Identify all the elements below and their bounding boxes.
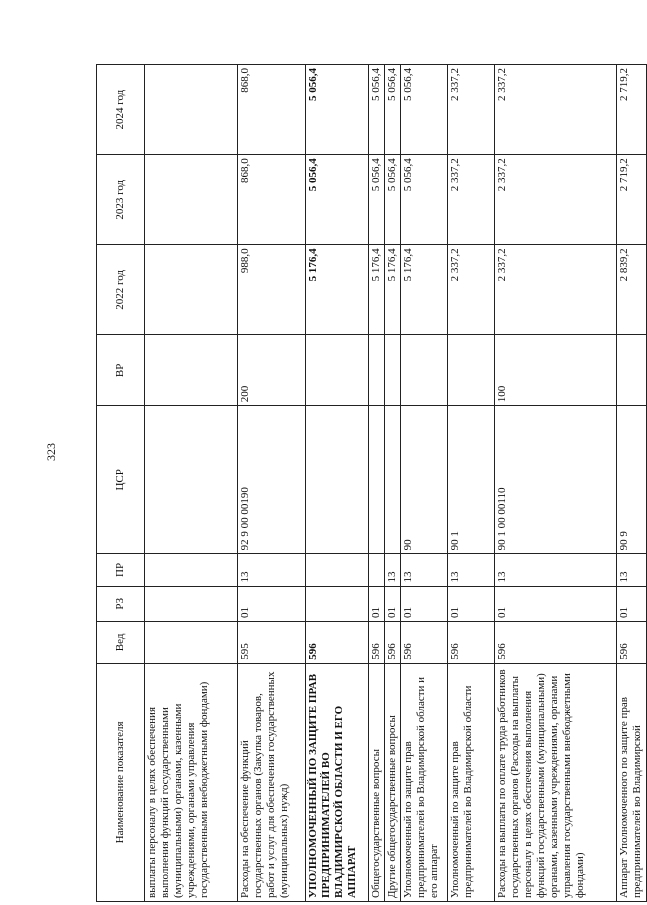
table-row [617, 65, 647, 902]
row-ved: 596 [495, 621, 617, 663]
row-vr [385, 335, 401, 406]
row-csr: 90 1 [448, 406, 495, 554]
header-2024: 2024 год [97, 65, 145, 155]
row-name: Расходы на обеспечение функций государственных органов (Закупка товаров, работ и услуг для обеспечения государственных (муниципальных) нужд) [238, 663, 306, 901]
row-2023: 5 056,4 [401, 155, 448, 245]
budget-table-container [96, 64, 643, 902]
row-2024: 5 056,4 [385, 65, 401, 155]
row-rz: 01 [448, 586, 495, 621]
row-2023: 5 056,4 [369, 155, 385, 245]
table-row [448, 65, 495, 902]
table-row [401, 65, 448, 902]
row-2023: 2 337,2 [448, 155, 495, 245]
row-rz [145, 586, 238, 621]
row-ved: 595 [238, 621, 306, 663]
row-csr [306, 406, 369, 554]
row-csr [369, 406, 385, 554]
table-row [495, 65, 617, 902]
row-2024: 5 056,4 [306, 65, 369, 155]
header-name: Наименование показателя [97, 663, 145, 901]
row-name: Другие общегосударственные вопросы [385, 663, 401, 901]
row-2024: 5 056,4 [401, 65, 448, 155]
row-csr [385, 406, 401, 554]
row-rz [306, 586, 369, 621]
row-2022: 2 337,2 [495, 245, 617, 335]
row-rz: 01 [495, 586, 617, 621]
row-vr [617, 335, 647, 406]
budget-table [96, 64, 647, 902]
row-name: Уполномоченный по защите прав предпринимателей во Владимирской области [448, 663, 495, 901]
row-csr: 92 9 00 00190 [238, 406, 306, 554]
row-vr [369, 335, 385, 406]
row-2022: 2 337,2 [448, 245, 495, 335]
row-pr: 13 [385, 554, 401, 586]
row-2023 [145, 155, 238, 245]
table-row [369, 65, 385, 902]
rotated-table-wrapper [96, 64, 643, 902]
row-ved: 596 [448, 621, 495, 663]
table-row [306, 65, 369, 902]
row-2023: 2 719,2 [617, 155, 647, 245]
header-rz: РЗ [97, 586, 145, 621]
row-2024 [145, 65, 238, 155]
row-name: Общегосударственные вопросы [369, 663, 385, 901]
row-csr [145, 406, 238, 554]
row-2024: 2 337,2 [448, 65, 495, 155]
row-pr [145, 554, 238, 586]
row-rz: 01 [238, 586, 306, 621]
row-pr: 13 [617, 554, 647, 586]
row-csr: 90 [401, 406, 448, 554]
row-2024: 868,0 [238, 65, 306, 155]
row-name: Уполномоченный по защите прав предпринимателей во Владимирской области и его аппарат [401, 663, 448, 901]
row-vr [306, 335, 369, 406]
header-ved: Вед [97, 621, 145, 663]
row-2023: 868,0 [238, 155, 306, 245]
header-csr: ЦСР [97, 406, 145, 554]
row-vr [448, 335, 495, 406]
row-ved: 596 [617, 621, 647, 663]
row-2024: 2 337,2 [495, 65, 617, 155]
row-2024: 2 719,2 [617, 65, 647, 155]
row-2023: 2 337,2 [495, 155, 617, 245]
table-row [145, 65, 238, 902]
row-2022: 5 176,4 [385, 245, 401, 335]
header-row [97, 65, 145, 902]
row-2022: 5 176,4 [306, 245, 369, 335]
row-2022: 988,0 [238, 245, 306, 335]
row-rz: 01 [401, 586, 448, 621]
row-2023: 5 056,4 [306, 155, 369, 245]
row-pr: 13 [495, 554, 617, 586]
row-2023: 5 056,4 [385, 155, 401, 245]
row-name: выплаты персоналу в целях обеспечения выполнения функций государственными (муниципальными) органами, казенными учреждениями, органами управления государственными внебюджетными фондами) [145, 663, 238, 901]
row-vr [145, 335, 238, 406]
row-pr: 13 [448, 554, 495, 586]
row-ved: 596 [369, 621, 385, 663]
row-rz: 01 [617, 586, 647, 621]
row-ved [145, 621, 238, 663]
row-ved: 596 [306, 621, 369, 663]
page-number: 323 [44, 443, 58, 461]
header-2022: 2022 год [97, 245, 145, 335]
header-vr: ВР [97, 335, 145, 406]
row-ved: 596 [385, 621, 401, 663]
row-name: Расходы на выплаты по оплате труда работников государственных органов (Расходы на выплаты персоналу в целях обеспечения выполнения функций государственными (муниципальными) органами, казенными учреждениями, органами управления государственными внебюджетными фондами) [495, 663, 617, 901]
row-csr: 90 9 [617, 406, 647, 554]
row-2022: 5 176,4 [369, 245, 385, 335]
header-pr: ПР [97, 554, 145, 586]
row-name: УПОЛНОМОЧЕННЫЙ ПО ЗАЩИТЕ ПРАВ ПРЕДПРИНИМАТЕЛЕЙ ВО ВЛАДИМИРСКОЙ ОБЛАСТИ И ЕГО АППАРАТ [306, 663, 369, 901]
row-name: Аппарат Уполномоченного по защите прав предпринимателей во Владимирской [617, 663, 647, 901]
header-2023: 2023 год [97, 155, 145, 245]
row-vr [401, 335, 448, 406]
row-2022 [145, 245, 238, 335]
row-pr: 13 [238, 554, 306, 586]
row-rz: 01 [369, 586, 385, 621]
row-ved: 596 [401, 621, 448, 663]
table-row [238, 65, 306, 902]
table-row [385, 65, 401, 902]
row-vr: 200 [238, 335, 306, 406]
row-2022: 5 176,4 [401, 245, 448, 335]
row-csr: 90 1 00 00110 [495, 406, 617, 554]
row-vr: 100 [495, 335, 617, 406]
row-rz: 01 [385, 586, 401, 621]
row-pr [306, 554, 369, 586]
row-2024: 5 056,4 [369, 65, 385, 155]
row-pr [369, 554, 385, 586]
row-pr: 13 [401, 554, 448, 586]
row-2022: 2 839,2 [617, 245, 647, 335]
